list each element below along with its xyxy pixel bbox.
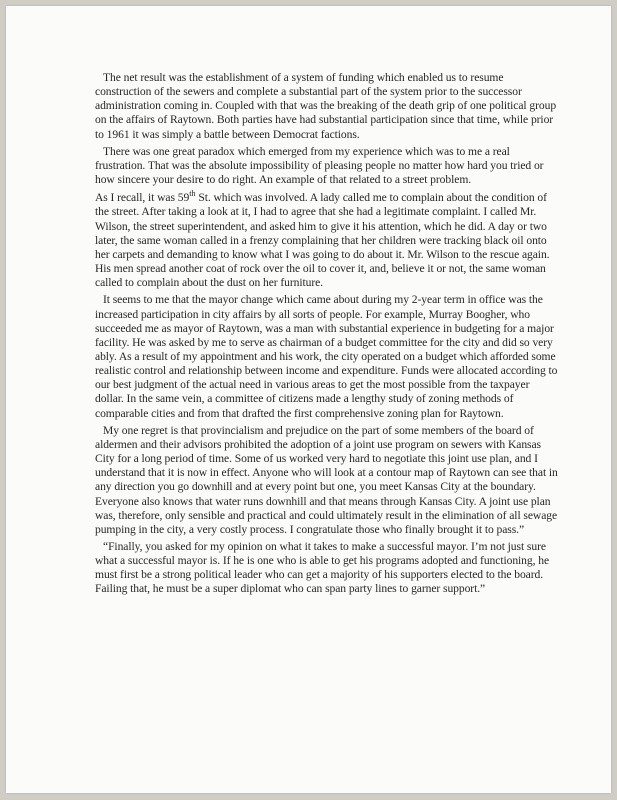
paragraph-joint-use: My one regret is that provincialism and prejudice on the part of some members of the board of aldermen and their advisors prohibited the adoption of a joint use program on sewers with Kansas City for a long period of time. Some of us worked very hard to negotiate this joint use plan, and I understand that it is now in effect. Anyone who will look at a contour map of Raytown can see that in any direction you go downhill and at every point but one, you meet Kansas City at the boundary. [95, 423, 558, 494]
paragraph-successful-mayor: “Finally, you asked for my opinion on what it takes to make a successful mayor. I’m not just sure what a successful mayor is. If he is one who is able to get his programs adopted and functioning, he must first be a strong political leader who can get a majority of his supporters elected to the board. Failing that, he must be a super diplomat who can span party lines to garner support.” [95, 540, 550, 596]
paragraph-kansas-city: Everyone also knows that water runs downhill and that means through Kansas City. A joint use plan was, therefore, only sensible and practical and could ultimately result in the elimination of all sewage pumping in the city, a very costly process. I congratulate those who finally brought it to pass.” [95, 494, 558, 536]
street-problem-text-start: As I recall, it was 59 [95, 191, 190, 205]
paragraph-participation: It seems to me that the mayor change which came about during my 2-year term in office was the increased participation in city affairs by all sorts of people. For example, Murray Boogher, who succeeded me as mayor of Raytown, was a man with substantial experience in budgeting for a major facility. He was asked by me to serve as chairman of a budget committee for the city and did so very ably. As a result of my appointment and his work, the city operated on a budget which afforded some realistic control and relationship between income and expenditure. Funds were allocated according to our best judgment of the actual need in various areas to get the most possible from the taxpayer dollar. In the same vein, a committee of citizens made a lengthy study of zoning methods of comparable cities and from that drafted the first comprehensive zoning plan for Raytown. [95, 293, 558, 420]
document-page [6, 6, 611, 793]
street-problem-text-end: St. which was involved. A lady called me to complain about the condition of the street. After taking a look at it, I had to agree that she had a legitimate complaint. I called Mr. Wilson, the street superintendent, and asked him to give it his attention, which he did. A day or two later, the same woman called in a frenzy complaining that her children were tracking black oil onto her carpets and demanding to know what I was going to do about it. Mr. Wilson to the rescue again. His men spread another coat of rock over the oil to cover it, and, believe it or not, the same woman called to complain about the dust on her furniture. [95, 191, 550, 290]
paragraph-street-problem [95, 191, 558, 290]
paragraph-paradox: There was one great paradox which emerged from my experience which was to me a real frustration. That was the absolute impossibility of pleasing people no matter how hard you tried or how sincere your desire to do right. An example of that related to a street problem. [95, 144, 544, 187]
document-body [95, 71, 558, 597]
ordinal-superscript: th [189, 189, 196, 199]
paragraph-funding-result: The net result was the establishment of a system of funding which enabled us to resume construction of the sewers and complete a substantial part of the system prior to the successor administration coming in. Coupled with that was the breaking of the death grip of one political group on the affairs of Raytown. Both parties have had substantial participation since that time, while prior to 1961 it was simply a battle between Democrat factions. [95, 71, 557, 141]
